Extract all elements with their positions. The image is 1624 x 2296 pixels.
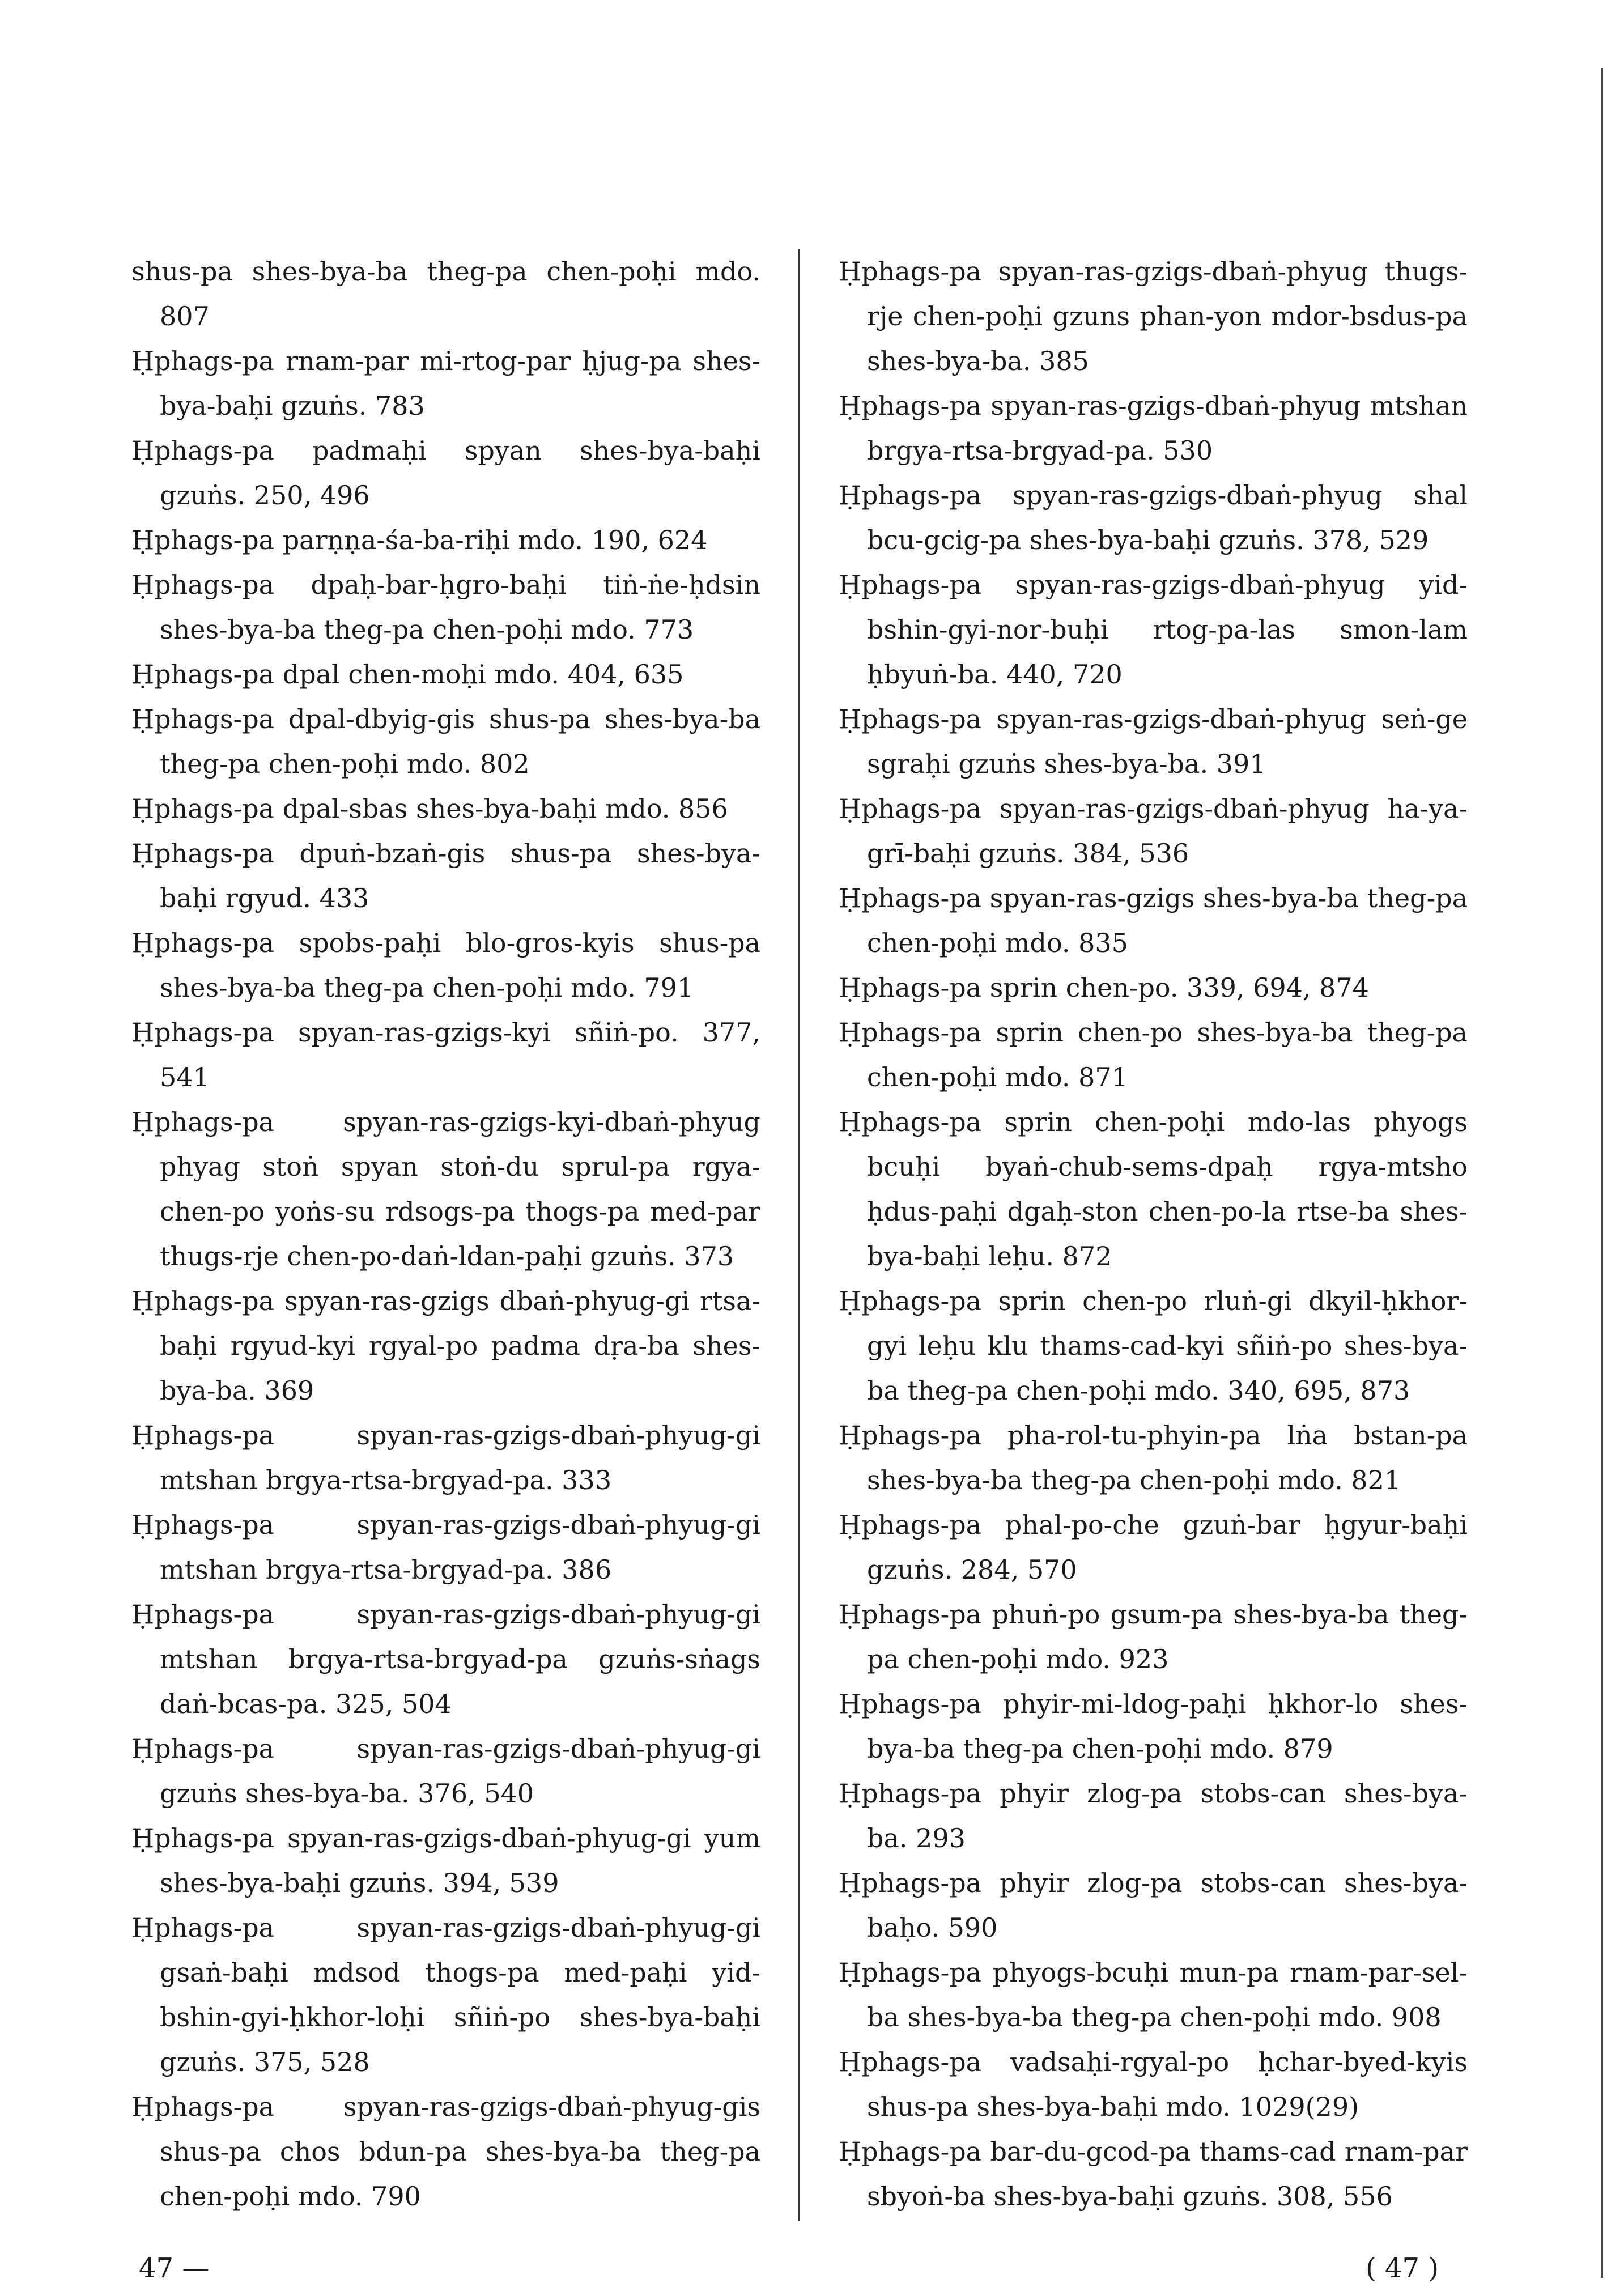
index-entry: Ḥphags-pa dpal chen-moḥi mdo. 404, 635 bbox=[131, 659, 684, 690]
index-entry: Ḥphags-pa spyan-ras-gzigs-kyi sñiṅ-po. 377, 541 bbox=[131, 1017, 760, 1092]
index-entry: Ḥphags-pa rnam-par mi-rtog-par ḥjug-pa shes-bya-baḥi gzuṅs. 783 bbox=[131, 346, 760, 421]
left-index-column bbox=[131, 249, 760, 2219]
index-entry: Ḥphags-pa pha-rol-tu-phyin-pa lṅa bstan-pa shes-bya-ba theg-pa chen-poḥi mdo. 821 bbox=[839, 1420, 1468, 1495]
index-entry: Ḥphags-pa parṇṇa-śa-ba-riḥi mdo. 190, 624 bbox=[131, 525, 708, 555]
index-entry: Ḥphags-pa phyogs-bcuḥi mun-pa rnam-par-sel-ba shes-bya-ba theg-pa chen-poḥi mdo. 908 bbox=[839, 1957, 1468, 2033]
index-entry: Ḥphags-pa sprin chen-po rluṅ-gi dkyil-ḥkhor-gyi leḥu klu thams-cad-kyi sñiṅ-po shes-bya-ba theg-pa chen-poḥi mdo. 340, 695, 873 bbox=[839, 1286, 1468, 1406]
index-entry: Ḥphags-pa bar-du-gcod-pa thams-cad rnam-par sbyoṅ-ba shes-bya-baḥi gzuṅs. 308, 556 bbox=[839, 2136, 1468, 2212]
index-entry: Ḥphags-pa spobs-paḥi blo-gros-kyis shus-pa shes-bya-ba theg-pa chen-poḥi mdo. 791 bbox=[131, 928, 760, 1003]
index-entry: Ḥphags-pa spyan-ras-gzigs-dbaṅ-phyug shal bcu-gcig-pa shes-bya-baḥi gzuṅs. 378, 529 bbox=[839, 480, 1468, 555]
index-entry: Ḥphags-pa dpal-dbyig-gis shus-pa shes-bya-ba theg-pa chen-poḥi mdo. 802 bbox=[131, 704, 760, 779]
page-number-right: ( 47 ) bbox=[1366, 2252, 1439, 2284]
index-entry: Ḥphags-pa sprin chen-po. 339, 694, 874 bbox=[839, 972, 1369, 1003]
index-entry: Ḥphags-pa vadsaḥi-rgyal-po ḥchar-byed-kyis shus-pa shes-bya-baḥi mdo. 1029(29) bbox=[839, 2047, 1468, 2122]
index-entry: Ḥphags-pa spyan-ras-gzigs-dbaṅ-phyug-gi mtshan brgya-rtsa-brgyad-pa gzuṅs-sṅags daṅ-bcas-pa. 325, 504 bbox=[131, 1599, 760, 1719]
index-entry: Ḥphags-pa phyir zlog-pa stobs-can shes-bya-baḥo. 590 bbox=[839, 1868, 1468, 1943]
index-entry: Ḥphags-pa padmaḥi spyan shes-bya-baḥi gzuṅs. 250, 496 bbox=[131, 435, 760, 511]
index-entry: Ḥphags-pa spyan-ras-gzigs-dbaṅ-phyug-gis shus-pa chos bdun-pa shes-bya-ba theg-pa chen-poḥi mdo. 790 bbox=[131, 2091, 760, 2212]
index-entry: Ḥphags-pa spyan-ras-gzigs shes-bya-ba theg-pa chen-poḥi mdo. 835 bbox=[839, 883, 1468, 958]
index-entry: Ḥphags-pa phyir-mi-ldog-paḥi ḥkhor-lo shes-bya-ba theg-pa chen-poḥi mdo. 879 bbox=[839, 1689, 1468, 1764]
index-entry: Ḥphags-pa dpuṅ-bzaṅ-gis shus-pa shes-bya-baḥi rgyud. 433 bbox=[131, 838, 760, 913]
right-index-column bbox=[839, 249, 1468, 2219]
index-entry: Ḥphags-pa spyan-ras-gzigs-dbaṅ-phyug seṅ-ge sgraḥi gzuṅs shes-bya-ba. 391 bbox=[839, 704, 1468, 779]
index-entry: Ḥphags-pa dpaḥ-bar-ḥgro-baḥi tiṅ-ṅe-ḥdsin shes-bya-ba theg-pa chen-poḥi mdo. 773 bbox=[131, 569, 760, 645]
index-entry: Ḥphags-pa spyan-ras-gzigs-dbaṅ-phyug-gi yum shes-bya-baḥi gzuṅs. 394, 539 bbox=[131, 1823, 760, 1898]
index-entry: shus-pa shes-bya-ba theg-pa chen-poḥi mdo. 807 bbox=[131, 256, 760, 331]
column-divider bbox=[798, 249, 800, 2221]
index-entry: Ḥphags-pa dpal-sbas shes-bya-baḥi mdo. 856 bbox=[131, 793, 728, 824]
index-entry: Ḥphags-pa sprin chen-po shes-bya-ba theg-pa chen-poḥi mdo. 871 bbox=[839, 1017, 1468, 1092]
index-entry: Ḥphags-pa spyan-ras-gzigs-dbaṅ-phyug mtshan brgya-rtsa-brgyad-pa. 530 bbox=[839, 390, 1468, 466]
index-entry: Ḥphags-pa spyan-ras-gzigs-dbaṅ-phyug-gi mtshan brgya-rtsa-brgyad-pa. 386 bbox=[131, 1510, 760, 1585]
index-entry: Ḥphags-pa phal-po-che gzuṅ-bar ḥgyur-baḥi gzuṅs. 284, 570 bbox=[839, 1510, 1468, 1585]
page-number-left: 47 — bbox=[139, 2252, 210, 2284]
index-entry: Ḥphags-pa spyan-ras-gzigs dbaṅ-phyug-gi rtsa-baḥi rgyud-kyi rgyal-po padma dṛa-ba shes-bya-ba. 369 bbox=[131, 1286, 760, 1406]
index-entry: Ḥphags-pa spyan-ras-gzigs-dbaṅ-phyug ha-ya-grī-baḥi gzuṅs. 384, 536 bbox=[839, 793, 1468, 869]
index-entry: Ḥphags-pa phyir zlog-pa stobs-can shes-bya-ba. 293 bbox=[839, 1778, 1468, 1853]
index-entry: Ḥphags-pa spyan-ras-gzigs-kyi-dbaṅ-phyug phyag stoṅ spyan stoṅ-du sprul-pa rgya-chen-po yoṅs-su rdsogs-pa thogs-pa med-par thugs-rje chen-po-daṅ-ldan-paḥi gzuṅs. 373 bbox=[131, 1107, 760, 1272]
page-edge-line bbox=[1601, 68, 1603, 2278]
index-entry: Ḥphags-pa spyan-ras-gzigs-dbaṅ-phyug-gi mtshan brgya-rtsa-brgyad-pa. 333 bbox=[131, 1420, 760, 1495]
index-entry: Ḥphags-pa spyan-ras-gzigs-dbaṅ-phyug thugs-rje chen-poḥi gzuns phan-yon mdor-bsdus-pa shes-bya-ba. 385 bbox=[839, 256, 1468, 376]
index-entry: Ḥphags-pa spyan-ras-gzigs-dbaṅ-phyug-gi gzuṅs shes-bya-ba. 376, 540 bbox=[131, 1733, 760, 1809]
index-entry: Ḥphags-pa spyan-ras-gzigs-dbaṅ-phyug-gi gsaṅ-baḥi mdsod thogs-pa med-paḥi yid-bshin-gyi-ḥkhor-loḥi sñiṅ-po shes-bya-baḥi gzuṅs. 375, 528 bbox=[131, 1912, 760, 2077]
index-entry: Ḥphags-pa sprin chen-poḥi mdo-las phyogs bcuḥi byaṅ-chub-sems-dpaḥ rgya-mtsho ḥdus-paḥi dgaḥ-ston chen-po-la rtse-ba shes-bya-baḥi leḥu. 872 bbox=[839, 1107, 1468, 1272]
index-entry: Ḥphags-pa phuṅ-po gsum-pa shes-bya-ba theg-pa chen-poḥi mdo. 923 bbox=[839, 1599, 1468, 1674]
index-entry: Ḥphags-pa spyan-ras-gzigs-dbaṅ-phyug yid-bshin-gyi-nor-buḥi rtog-pa-las smon-lam ḥbyuṅ-ba. 440, 720 bbox=[839, 569, 1468, 690]
